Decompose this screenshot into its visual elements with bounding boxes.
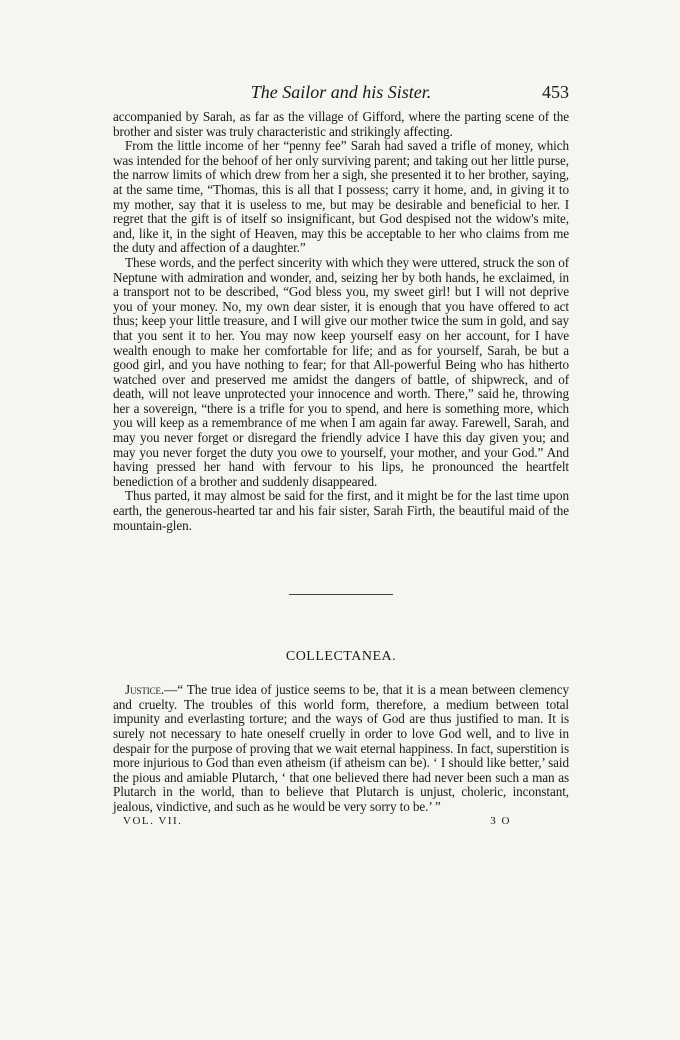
paragraph: accompanied by Sarah, as far as the village of Gifford, where the parting scene of the brother and sister was truly characteristic and strikingly affecting. bbox=[113, 109, 569, 139]
entry-heading: Justice. bbox=[125, 682, 165, 698]
section-title: COLLECTANEA. bbox=[285, 649, 397, 665]
page bbox=[113, 82, 569, 831]
running-title: The Sailor and his Sister. bbox=[250, 82, 432, 102]
page-number: 453 bbox=[542, 82, 569, 102]
page-footer bbox=[113, 815, 569, 831]
page-header bbox=[113, 82, 569, 108]
paragraph: Thus parted, it may almost be said for the first, and it might be for the last time upon earth, the generous-hearted tar and his fair sister, Sarah Firth, the beautiful maid of the mountain-glen. bbox=[113, 488, 569, 533]
section-divider bbox=[289, 594, 393, 595]
signature-mark: 3 O bbox=[490, 814, 511, 827]
entry-text: —“ The true idea of justice seems to be, that it is a mean between clemency and cruelty. The troubles of this world form, therefore, a medium between total impunity and everlasting torture; and the ways of God are thus justified to man. It is surely not necessary to hate oneself cruelly in order to love God well, and to live in despair for the purpose of proving that we wait eternal happiness. In fact, superstition is more injurious to God than even atheism (if atheism can be). ‘ I should like better,’ said the pious and amiable Plutarch, ‘ that one believed there had never been such a man as Plutarch in the world, than to believe that Plutarch is unjust, choleric, inconstant, jealous, vindictive, and such as he would be very sorry to be.’ ” bbox=[113, 682, 569, 814]
story-text bbox=[113, 110, 569, 533]
paragraph bbox=[113, 683, 569, 814]
paragraph: These words, and the perfect sincerity with which they were uttered, struck the son of Neptune with admiration and wonder, and, seizing her by both hands, he exclaimed, in a transport not to be described, “God bless you, my sweet girl! but I will not deprive you of your money. No, my own dear sister, it is enough that you have offered to act thus; keep your little treasure, and I will give our mother twice the sum in gold, and say that you sent it to her. You may now keep yourself easy on her account, for I have wealth enough to make her comfortable for life; and as for yourself, Sarah, be but a good girl, and you have nothing to fear; for that All-powerful Being who has hitherto watched over and preserved me amidst the dangers of battle, of shipwreck, and of death, will not leave unprotected your innocence and worth. There,” said he, throwing her a sovereign, “there is a trifle for you to spend, and here is something more, which you will keep as a remembrance of me when I am again far away. Farewell, Sarah, and may you never forget or disregard the friendly advice I have this day given you; and may you never forget the duty you owe to yourself, your mother, and your God.” And having pressed her hand with fervour to his lips, he pronounced the heartfelt benediction of a brother and suddenly disappeared. bbox=[113, 254, 569, 489]
collectanea-text bbox=[113, 683, 569, 814]
paragraph: From the little income of her “penny fee” Sarah had saved a trifle of money, which was intended for the behoof of her only surviving parent; and taking out her little purse, the narrow limits of which drew from her a sigh, she presented it to her brother, saying, at the same time, “Thomas, this is all that I possess; carry it home, and, in giving it to my mother, say that it is useless to me, but may be desirable and beneficial to her. I regret that the gift is of itself so insignificant, but God despised not the widow's mite, and, like it, in the sight of Heaven, may this be acceptable to her who claims from me the duty and affection of a daughter.” bbox=[113, 138, 569, 256]
volume-mark: VOL. VII. bbox=[123, 814, 183, 827]
